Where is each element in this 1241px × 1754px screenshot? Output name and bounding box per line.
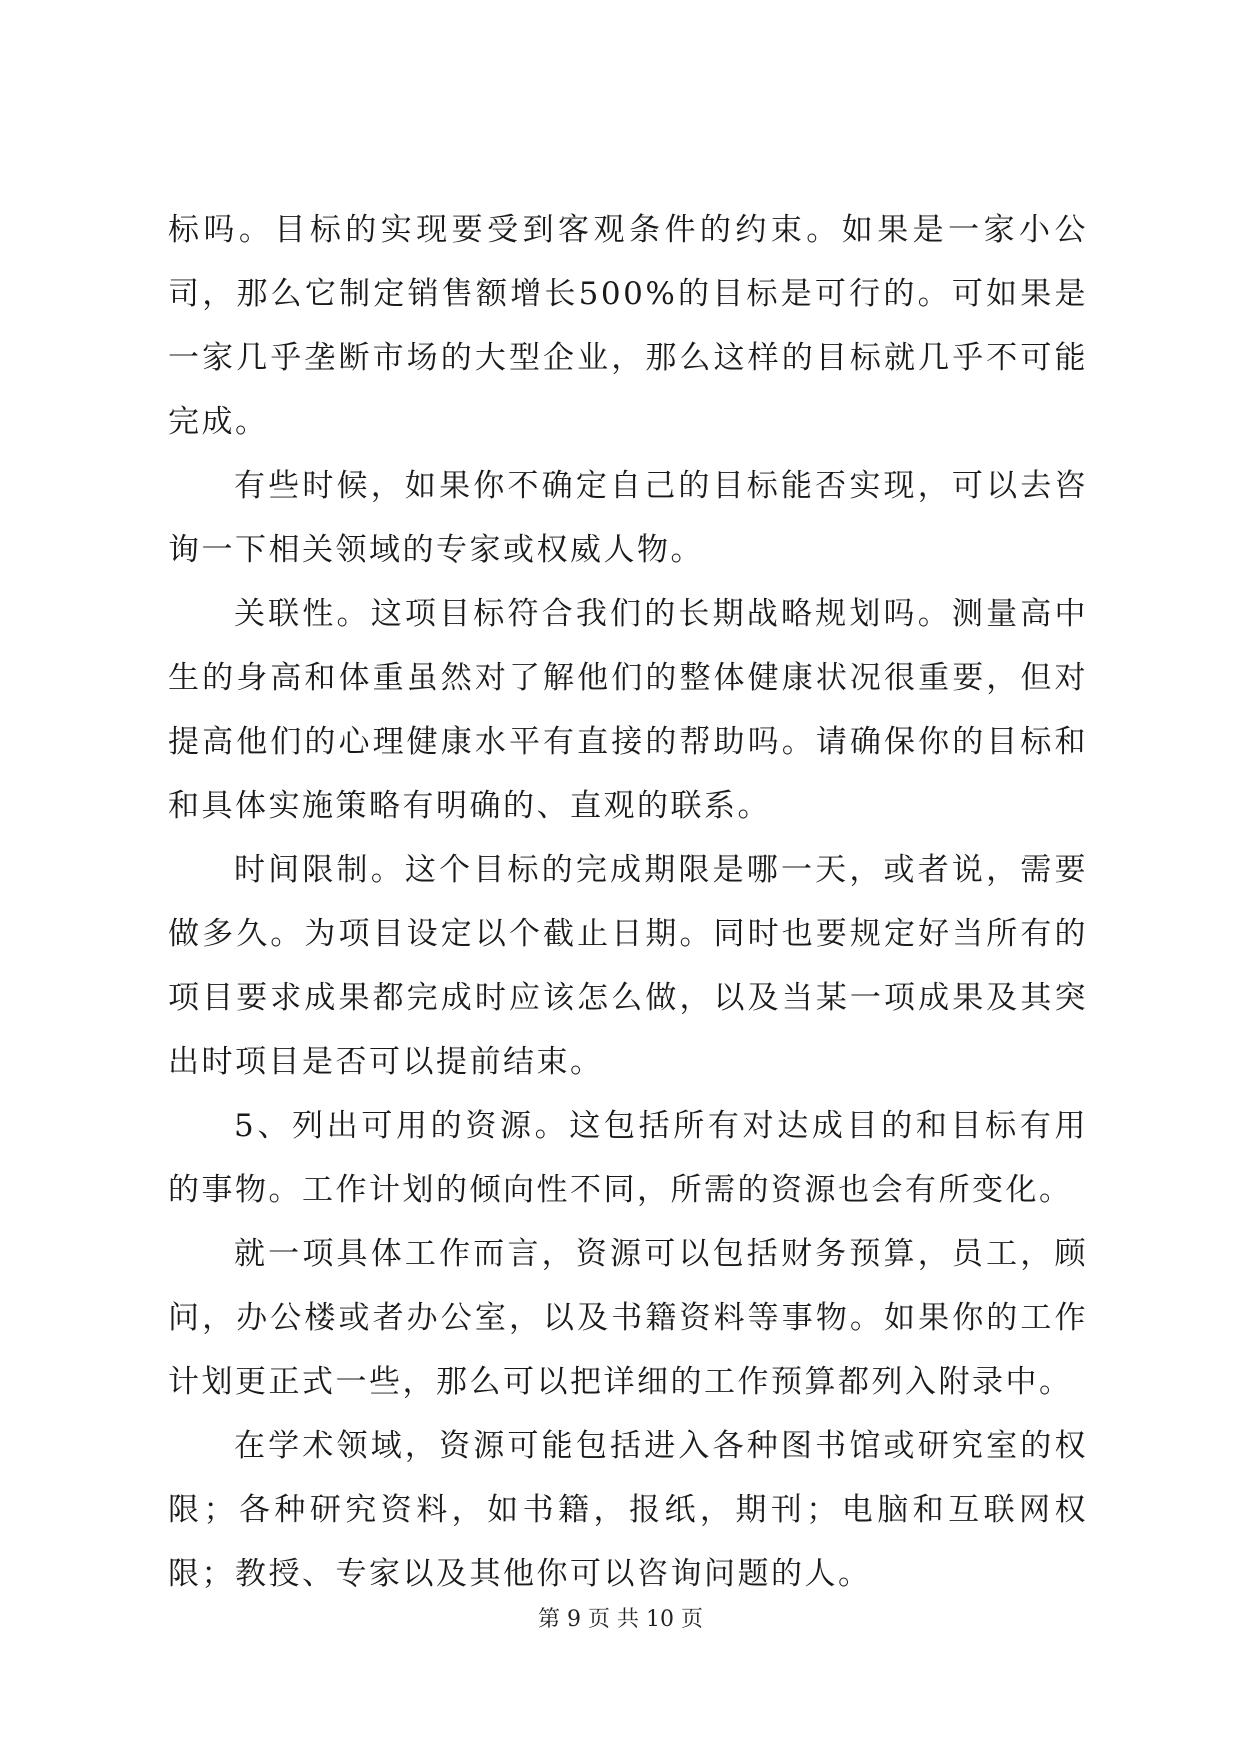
paragraph: 时间限制。这个目标的完成期限是哪一天，或者说，需要做多久。为项目设定以个截止日期。同时也要规定好当所有的项目要求成果都完成时应该怎么做，以及当某一项成果及其突出时项目是否可以提前结束。 xyxy=(168,852,1088,1080)
paragraph: 关联性。这项目标符合我们的长期战略规划吗。测量高中生的身高和体重虽然对了解他们的整体健康状况很重要，但对提高他们的心理健康水平有直接的帮助吗。请确保你的目标和和具体实施策略有明确的、直观的联系。 xyxy=(168,596,1088,824)
paragraph: 标吗。目标的实现要受到客观条件的约束。如果是一家小公司，那么它制定销售额增长500%的目标是可行的。可如果是一家几乎垄断市场的大型企业，那么这样的目标就几乎不可能完成。 xyxy=(168,212,1088,440)
paragraph: 就一项具体工作而言，资源可以包括财务预算，员工，顾问，办公楼或者办公室，以及书籍资料等事物。如果你的工作计划更正式一些，那么可以把详细的工作预算都列入附录中。 xyxy=(168,1236,1088,1400)
body-text xyxy=(168,198,1088,1606)
page-number-footer: 第 9 页 共 10 页 xyxy=(538,1607,703,1632)
paragraph: 有些时候，如果你不确定自己的目标能否实现，可以去咨询一下相关领域的专家或权威人物。 xyxy=(168,468,1088,568)
paragraph: 在学术领域，资源可能包括进入各种图书馆或研究室的权限；各种研究资料，如书籍，报纸，期刊；电脑和互联网权限；教授、专家以及其他你可以咨询问题的人。 xyxy=(168,1428,1088,1592)
paragraph: 5、列出可用的资源。这包括所有对达成目的和目标有用的事物。工作计划的倾向性不同，所需的资源也会有所变化。 xyxy=(168,1108,1088,1208)
